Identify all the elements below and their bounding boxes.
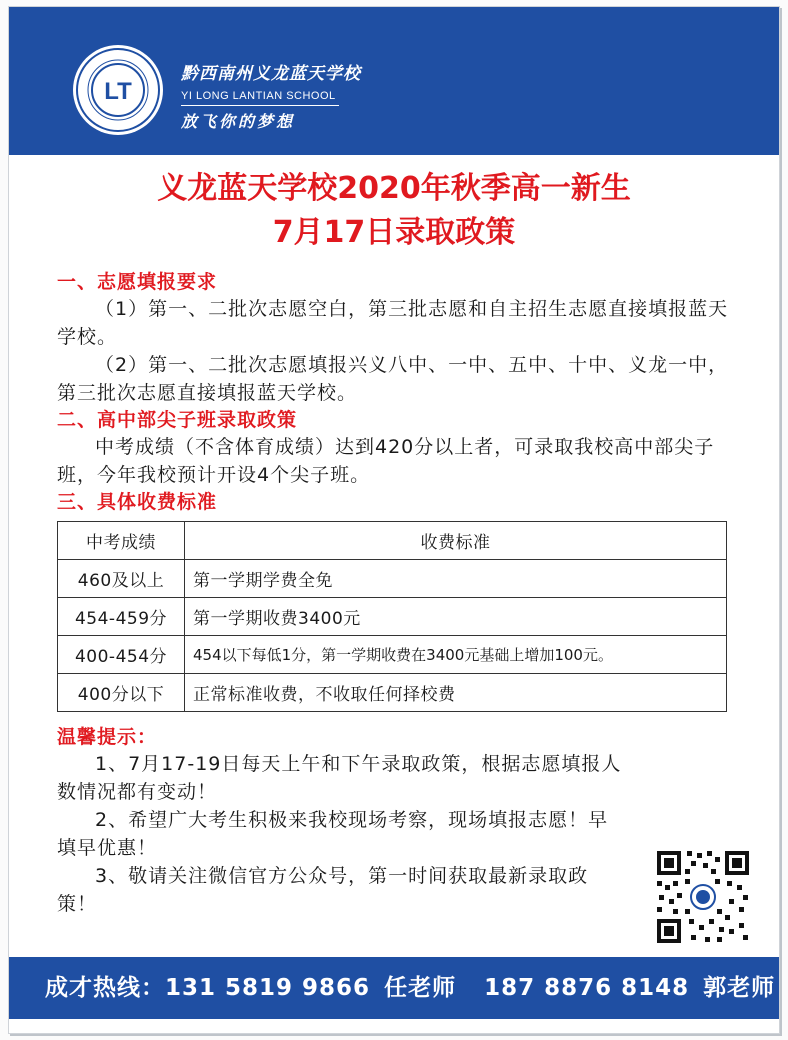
table-header: 中考成绩 xyxy=(58,522,185,560)
tips-heading: 温馨提示： xyxy=(57,726,158,748)
tip-item: 2、希望广大考生积极来我校现场考察，现场填报志愿！早填早优惠！ xyxy=(57,809,609,859)
section-1-item: （2）第一、二批次志愿填报兴义八中、一中、五中、十中、义龙一中，第三批次志愿直接填报蓝天学校。 xyxy=(57,354,729,404)
table-cell: 第一学期学费全免 xyxy=(185,560,727,598)
policy-content xyxy=(57,269,737,918)
brand-block xyxy=(181,59,361,132)
section-2-heading: 二、高中部尖子班录取政策 xyxy=(57,409,298,431)
table-cell: 400分以下 xyxy=(58,674,185,712)
contact-name: 任老师 xyxy=(384,975,457,1001)
title-line-1: 义龙蓝天学校2020年秋季高一新生 xyxy=(157,171,631,206)
table-cell: 454以下每低1分，第一学期收费在3400元基础上增加100元。 xyxy=(185,636,727,674)
table-header: 收费标准 xyxy=(185,522,727,560)
table-cell: 第一学期收费3400元 xyxy=(185,598,727,636)
phone-number[interactable]: 131 5819 9866 xyxy=(165,975,371,1001)
contact-name: 郭老师 xyxy=(703,975,776,1001)
hotline-banner xyxy=(9,957,779,1019)
section-2-text: 中考成绩（不含体育成绩）达到420分以上者，可录取我校高中部尖子班，今年我校预计开设4个尖子班。 xyxy=(57,436,715,486)
fee-table xyxy=(57,521,727,712)
logo-text: LT xyxy=(104,78,132,105)
table-cell: 400-454分 xyxy=(58,636,185,674)
table-row xyxy=(58,560,727,598)
table-row xyxy=(58,598,727,636)
brand-slogan: 放飞你的梦想 xyxy=(181,112,296,131)
school-logo xyxy=(73,45,163,135)
section-1-heading: 一、志愿填报要求 xyxy=(57,271,218,293)
phone-number[interactable]: 187 8876 8148 xyxy=(484,975,690,1001)
school-logo-icon xyxy=(75,47,161,133)
table-cell: 454-459分 xyxy=(58,598,185,636)
wechat-qr-code[interactable] xyxy=(655,849,751,945)
table-cell: 460及以上 xyxy=(58,560,185,598)
table-row xyxy=(58,674,727,712)
poster xyxy=(8,6,780,1034)
hotline-label: 成才热线： xyxy=(45,975,165,1001)
section-1-item: （1）第一、二批次志愿空白，第三批志愿和自主招生志愿直接填报蓝天学校。 xyxy=(57,298,729,348)
table-row xyxy=(58,636,727,674)
tip-item: 1、7月17-19日每天上午和下午录取政策，根据志愿填报人数情况都有变动！ xyxy=(57,753,622,803)
section-3-heading: 三、具体收费标准 xyxy=(57,491,218,513)
brand-name-en: YI LONG LANTIAN SCHOOL xyxy=(181,90,336,102)
brand-name-cn: 黔西南州义龙蓝天学校 xyxy=(181,64,361,84)
tips-list xyxy=(57,750,627,918)
header-banner xyxy=(9,7,779,155)
brand-divider xyxy=(181,105,339,106)
tip-item: 3、敬请关注微信官方公众号，第一时间获取最新录取政策！ xyxy=(57,865,589,915)
qr-code-icon xyxy=(655,849,751,945)
table-cell: 正常标准收费，不收取任何择校费 xyxy=(185,674,727,712)
table-header-row xyxy=(58,522,727,560)
poster-title xyxy=(9,167,779,255)
title-line-2: 7月17日录取政策 xyxy=(272,215,516,250)
